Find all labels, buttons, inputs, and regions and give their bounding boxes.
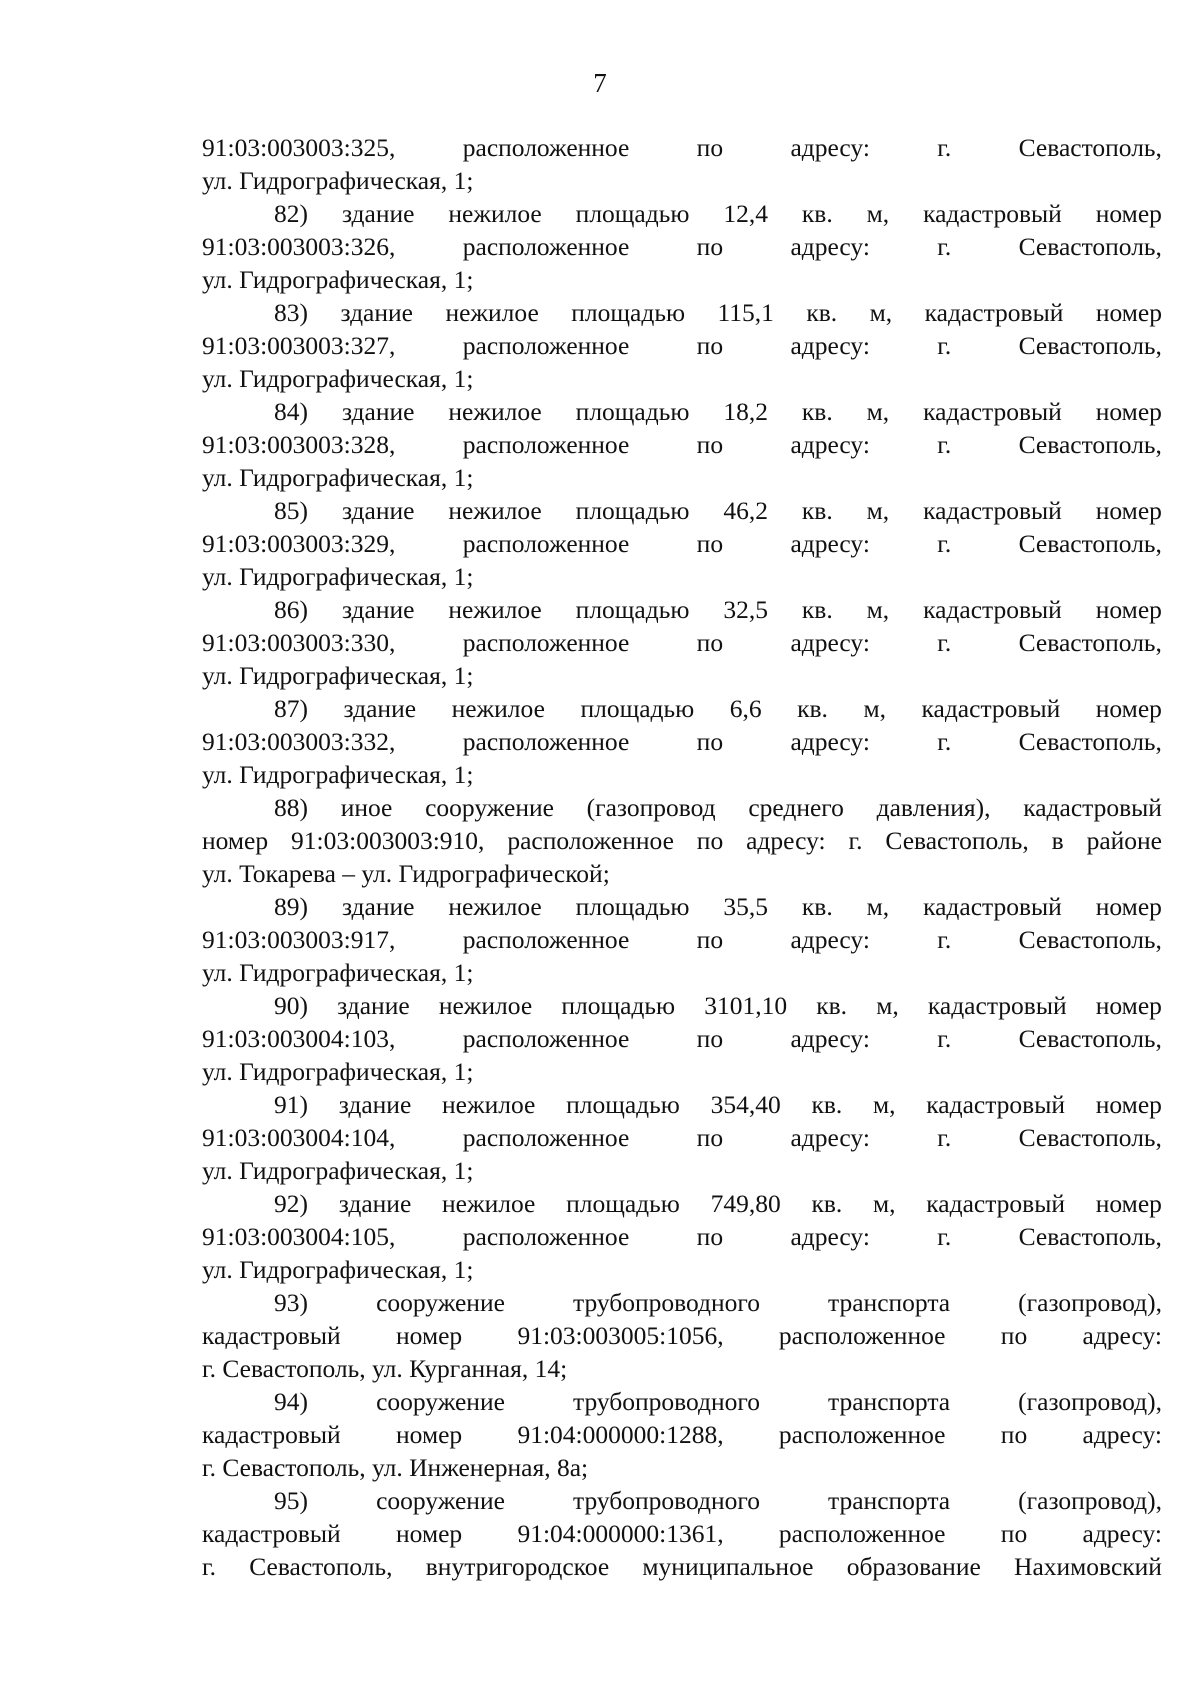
word: 86)	[274, 595, 308, 624]
text-line: ул. Гидрографическая, 1;	[202, 364, 474, 393]
text-line	[202, 1121, 1162, 1154]
word: адресу:	[790, 727, 870, 756]
word: по	[696, 727, 724, 756]
word: кв.	[801, 496, 833, 525]
word: кадастровый	[921, 694, 1061, 723]
word: здание	[343, 694, 417, 723]
word: номер	[1095, 991, 1162, 1020]
word: 95)	[274, 1486, 308, 1515]
word: нежилое	[448, 595, 542, 624]
word: кв.	[797, 694, 828, 723]
word: 93)	[274, 1288, 308, 1317]
word: м,	[866, 199, 890, 228]
word: номер	[202, 826, 269, 855]
word: расположенное	[462, 628, 630, 657]
word: кадастровый	[923, 892, 1062, 921]
word: нежилое	[445, 298, 539, 327]
word: трубопроводного	[572, 1387, 760, 1416]
word: нежилое	[442, 1189, 536, 1218]
text-line	[202, 791, 1162, 824]
word: здание	[341, 892, 415, 921]
word: адресу:	[790, 232, 870, 261]
text-line	[202, 1187, 1162, 1220]
word: 91:03:003004:103,	[202, 1024, 396, 1053]
word: (газопровод),	[1018, 1387, 1162, 1416]
word: площадью	[561, 991, 676, 1020]
text-line	[202, 197, 1162, 230]
word: кадастровый	[923, 199, 1062, 228]
word: номер	[1095, 1189, 1162, 1218]
word: расположенное	[462, 1024, 630, 1053]
word: 91)	[274, 1090, 308, 1119]
word: 94)	[274, 1387, 308, 1416]
word: внутригородское	[425, 1552, 610, 1581]
word: расположенное	[462, 1123, 630, 1152]
word: 91:03:003003:326,	[202, 232, 396, 261]
word: площадью	[566, 1189, 680, 1218]
text-line: ул. Гидрографическая, 1;	[202, 265, 474, 294]
word: расположенное	[462, 529, 630, 558]
word: площадью	[575, 595, 690, 624]
word: по	[696, 1024, 724, 1053]
word: здание	[341, 397, 415, 426]
word: по	[1000, 1420, 1028, 1449]
word: расположенное	[778, 1519, 946, 1548]
word: по	[696, 1123, 724, 1152]
word: 91:03:003004:105,	[202, 1222, 396, 1251]
word: кв.	[806, 298, 838, 327]
text-line	[202, 725, 1162, 758]
text-line	[202, 296, 1162, 329]
word: нежилое	[448, 496, 542, 525]
word: 91:03:003003:332,	[202, 727, 396, 756]
word: нежилое	[448, 892, 542, 921]
document-body	[202, 131, 1162, 1583]
text-line	[202, 1385, 1162, 1418]
word: г.	[937, 1222, 952, 1251]
word: г.	[937, 727, 952, 756]
word: 89)	[274, 892, 308, 921]
word: площадью	[575, 199, 690, 228]
text-line	[202, 824, 1162, 857]
word: по	[696, 232, 724, 261]
word: расположенное	[462, 232, 630, 261]
word: кв.	[801, 199, 833, 228]
word: г.	[202, 1552, 216, 1581]
word: 91:03:003003:329,	[202, 529, 396, 558]
word: нежилое	[451, 694, 545, 723]
text-line: ул. Токарева – ул. Гидрографической;	[202, 859, 610, 888]
word: Севастополь,	[1018, 628, 1162, 657]
word: 91:04:000000:1288,	[517, 1420, 724, 1449]
word: м,	[866, 595, 890, 624]
word: кв.	[801, 892, 833, 921]
word: по	[696, 133, 724, 162]
word: расположенное	[778, 1321, 946, 1350]
word: расположенное	[462, 430, 630, 459]
text-line: г. Севастополь, ул. Курганная, 14;	[202, 1354, 568, 1383]
word: по	[696, 925, 724, 954]
word: м,	[866, 496, 890, 525]
word: кв.	[811, 1189, 843, 1218]
word: г.	[937, 133, 952, 162]
word: площадью	[580, 694, 695, 723]
word: адресу:	[790, 331, 870, 360]
word: (газопровод	[586, 793, 716, 822]
word: 91:03:003004:104,	[202, 1123, 396, 1152]
word: номер	[1095, 892, 1162, 921]
word: номер	[1095, 694, 1162, 723]
word: номер	[396, 1321, 463, 1350]
word: 12,4	[723, 199, 768, 228]
text-line	[202, 1220, 1162, 1253]
word: кадастровый	[923, 397, 1062, 426]
word: по	[696, 331, 724, 360]
text-line	[202, 131, 1162, 164]
text-line: ул. Гидрографическая, 1;	[202, 1156, 474, 1185]
word: кадастровый	[923, 496, 1062, 525]
word: среднего	[748, 793, 844, 822]
word: г.	[937, 1024, 952, 1053]
word: иное	[340, 793, 393, 822]
word: 6,6	[729, 694, 762, 723]
text-line	[202, 1022, 1162, 1055]
word: площадью	[575, 496, 690, 525]
word: г.	[937, 628, 952, 657]
word: 18,2	[723, 397, 768, 426]
text-line: ул. Гидрографическая, 1;	[202, 562, 474, 591]
word: 91:03:003003:910,	[291, 826, 485, 855]
word: 749,80	[710, 1189, 781, 1218]
word: кв.	[816, 991, 848, 1020]
word: нежилое	[442, 1090, 536, 1119]
word: 90)	[274, 991, 308, 1020]
word: по	[696, 826, 724, 855]
word: адресу:	[790, 1222, 870, 1251]
word: номер	[1095, 1090, 1162, 1119]
word: по	[1000, 1519, 1028, 1548]
word: адресу:	[790, 133, 870, 162]
word: Севастополь,	[1018, 1222, 1162, 1251]
word: номер	[1095, 199, 1162, 228]
word: площадью	[566, 1090, 680, 1119]
text-line	[202, 890, 1162, 923]
word: 354,40	[710, 1090, 781, 1119]
text-line	[202, 428, 1162, 461]
word: здание	[338, 1090, 412, 1119]
word: 92)	[274, 1189, 308, 1218]
word: транспорта	[828, 1288, 951, 1317]
word: г.	[937, 1123, 952, 1152]
text-line	[202, 1286, 1162, 1319]
text-line	[202, 1517, 1162, 1550]
text-line	[202, 1319, 1162, 1352]
word: по	[1000, 1321, 1028, 1350]
text-line	[202, 1088, 1162, 1121]
text-line: г. Севастополь, ул. Инженерная, 8а;	[202, 1453, 589, 1482]
word: 83)	[274, 298, 308, 327]
text-line: ул. Гидрографическая, 1;	[202, 1057, 474, 1086]
word: м,	[876, 991, 899, 1020]
word: г.	[937, 232, 952, 261]
word: адресу:	[1082, 1519, 1162, 1548]
word: м,	[863, 694, 886, 723]
text-line: ул. Гидрографическая, 1;	[202, 463, 474, 492]
word: Севастополь,	[1018, 529, 1162, 558]
word: расположенное	[507, 826, 674, 855]
text-line	[202, 1484, 1162, 1517]
word: кв.	[801, 397, 833, 426]
word: 46,2	[723, 496, 768, 525]
word: кадастровый	[202, 1420, 341, 1449]
page-number: 7	[593, 68, 607, 98]
word: транспорта	[828, 1486, 951, 1515]
word: сооружение	[376, 1387, 505, 1416]
text-line	[202, 1418, 1162, 1451]
word: трубопроводного	[572, 1288, 760, 1317]
text-line	[202, 395, 1162, 428]
text-line	[202, 923, 1162, 956]
word: расположенное	[778, 1420, 946, 1449]
word: м,	[873, 1189, 896, 1218]
word: г.	[937, 331, 952, 360]
word: 91:03:003003:325,	[202, 133, 396, 162]
word: кв.	[811, 1090, 843, 1119]
word: Севастополь,	[1018, 331, 1162, 360]
word: кв.	[801, 595, 833, 624]
word: Нахимовский	[1014, 1552, 1162, 1581]
word: 82)	[274, 199, 308, 228]
word: трубопроводного	[572, 1486, 760, 1515]
word: 84)	[274, 397, 308, 426]
word: г.	[937, 529, 952, 558]
word: адресу:	[790, 628, 870, 657]
word: расположенное	[462, 331, 630, 360]
word: расположенное	[462, 727, 630, 756]
word: в	[1051, 826, 1064, 855]
word: здание	[337, 991, 410, 1020]
word: 91:04:000000:1361,	[517, 1519, 724, 1548]
word: муниципальное	[642, 1552, 814, 1581]
text-line: ул. Гидрографическая, 1;	[202, 1255, 474, 1284]
word: (газопровод),	[1018, 1486, 1162, 1515]
word: площадью	[575, 397, 690, 426]
word: Севастополь,	[1018, 232, 1162, 261]
word: номер	[1095, 496, 1162, 525]
text-line	[202, 593, 1162, 626]
word: транспорта	[828, 1387, 951, 1416]
word: нежилое	[438, 991, 533, 1020]
word: сооружение	[376, 1486, 505, 1515]
word: 91:03:003003:917,	[202, 925, 396, 954]
word: м,	[873, 1090, 896, 1119]
word: по	[696, 1222, 724, 1251]
text-line	[202, 329, 1162, 362]
word: 88)	[274, 793, 308, 822]
word: (газопровод),	[1018, 1288, 1162, 1317]
word: адресу:	[1082, 1321, 1162, 1350]
word: Севастополь,	[1018, 1024, 1162, 1053]
word: 32,5	[723, 595, 768, 624]
word: по	[696, 430, 724, 459]
word: по	[696, 628, 724, 657]
word: расположенное	[462, 1222, 630, 1251]
word: образование	[846, 1552, 981, 1581]
word: кадастровый	[927, 991, 1067, 1020]
word: номер	[1095, 595, 1162, 624]
word: номер	[1095, 397, 1162, 426]
word: кадастровый	[926, 1090, 1066, 1119]
word: нежилое	[448, 397, 542, 426]
word: давления),	[876, 793, 991, 822]
word: 91:03:003003:330,	[202, 628, 396, 657]
word: 91:03:003003:327,	[202, 331, 396, 360]
word: здание	[341, 496, 415, 525]
word: 3101,10	[704, 991, 788, 1020]
word: номер	[396, 1420, 463, 1449]
text-line: ул. Гидрографическая, 1;	[202, 661, 474, 690]
word: площадью	[575, 892, 690, 921]
word: адресу:	[790, 1024, 870, 1053]
word: 87)	[274, 694, 308, 723]
word: г.	[937, 430, 952, 459]
word: Севастополь,	[1018, 430, 1162, 459]
word: расположенное	[462, 925, 630, 954]
word: м,	[869, 298, 893, 327]
word: по	[696, 529, 724, 558]
word: м,	[866, 892, 890, 921]
word: номер	[396, 1519, 463, 1548]
word: адресу:	[790, 1123, 870, 1152]
word: адресу:	[790, 529, 870, 558]
word: сооружение	[425, 793, 554, 822]
word: площадью	[571, 298, 685, 327]
word: здание	[338, 1189, 412, 1218]
word: 85)	[274, 496, 308, 525]
text-line: ул. Гидрографическая, 1;	[202, 166, 474, 195]
word: адресу:	[746, 826, 826, 855]
word: здание	[340, 298, 413, 327]
word: г.	[848, 826, 863, 855]
word: Севастополь,	[1018, 925, 1162, 954]
text-line	[202, 527, 1162, 560]
word: районе	[1086, 826, 1162, 855]
word: расположенное	[462, 133, 630, 162]
word: Севастополь,	[249, 1552, 393, 1581]
word: Севастополь,	[1018, 133, 1162, 162]
word: г.	[937, 925, 952, 954]
word: кадастровый	[923, 595, 1062, 624]
word: 35,5	[723, 892, 768, 921]
text-line	[202, 494, 1162, 527]
word: сооружение	[376, 1288, 505, 1317]
text-line: ул. Гидрографическая, 1;	[202, 958, 474, 987]
word: нежилое	[448, 199, 542, 228]
word: Севастополь,	[885, 826, 1029, 855]
text-line	[202, 626, 1162, 659]
word: кадастровый	[202, 1519, 341, 1548]
word: Севастополь,	[1018, 727, 1162, 756]
word: 91:03:003005:1056,	[517, 1321, 724, 1350]
word: адресу:	[790, 430, 870, 459]
text-line	[202, 230, 1162, 263]
word: кадастровый	[1023, 793, 1162, 822]
word: Севастополь,	[1018, 1123, 1162, 1152]
word: 91:03:003003:328,	[202, 430, 396, 459]
text-line	[202, 692, 1162, 725]
text-line: ул. Гидрографическая, 1;	[202, 760, 474, 789]
word: кадастровый	[926, 1189, 1066, 1218]
word: адресу:	[1082, 1420, 1162, 1449]
word: номер	[1095, 298, 1162, 327]
word: м,	[866, 397, 890, 426]
word: кадастровый	[202, 1321, 341, 1350]
word: адресу:	[790, 925, 870, 954]
text-line	[202, 989, 1162, 1022]
word: 115,1	[717, 298, 774, 327]
word: кадастровый	[924, 298, 1064, 327]
text-line	[202, 1550, 1162, 1583]
word: здание	[341, 595, 415, 624]
word: здание	[341, 199, 415, 228]
